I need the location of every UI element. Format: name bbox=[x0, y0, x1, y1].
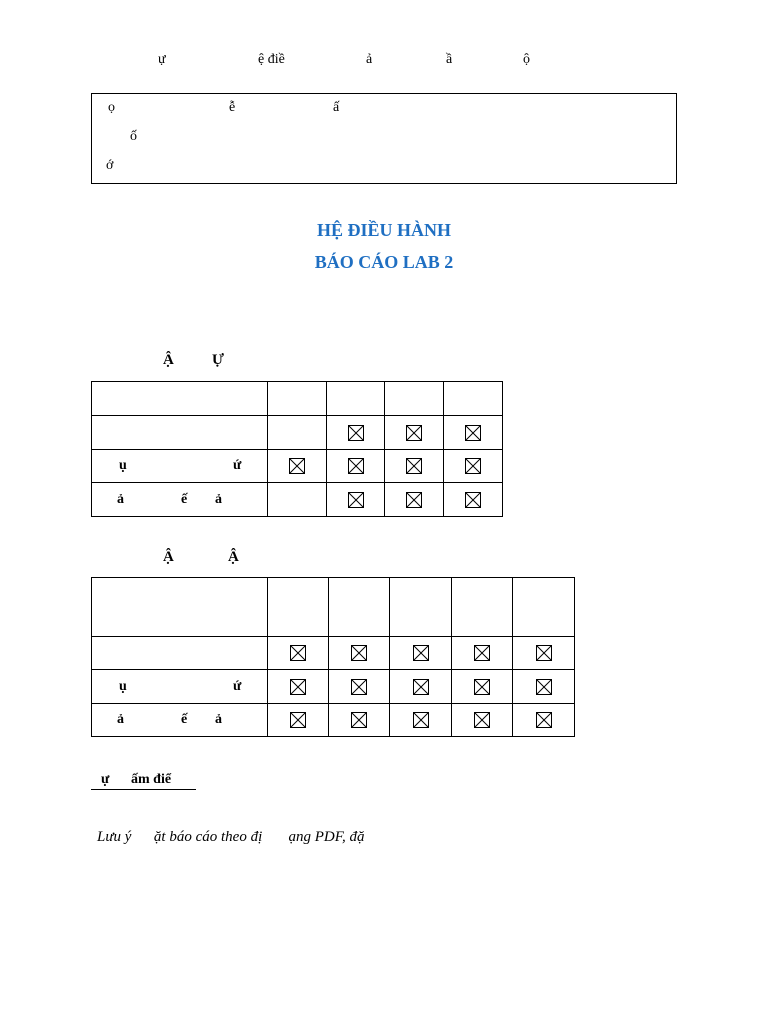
empty-cell[interactable] bbox=[329, 578, 390, 637]
checked-cell[interactable] bbox=[267, 670, 329, 704]
section2-table bbox=[91, 577, 575, 737]
row-label-part: ế bbox=[181, 491, 188, 507]
section2-heading-part-2: Ậ bbox=[228, 549, 239, 565]
grading-heading-part-1: ự bbox=[101, 772, 110, 787]
checked-box-icon[interactable] bbox=[474, 645, 490, 661]
checked-box-icon[interactable] bbox=[465, 458, 481, 474]
empty-cell[interactable] bbox=[327, 382, 385, 416]
row-label-cell bbox=[92, 382, 268, 416]
checked-box-icon[interactable] bbox=[351, 712, 367, 728]
checked-box-icon[interactable] bbox=[536, 645, 552, 661]
checked-cell[interactable] bbox=[513, 704, 575, 737]
empty-cell[interactable] bbox=[268, 416, 327, 450]
report-title-lab: BÁO CÁO LAB 2 bbox=[314, 252, 454, 272]
row-label-part: ả bbox=[215, 491, 222, 507]
row-label-part: ụ bbox=[119, 458, 127, 473]
table-row bbox=[92, 670, 575, 704]
row-label-cell bbox=[92, 704, 268, 737]
info-line-3: ớ bbox=[106, 158, 114, 173]
info-line-1-part-2: ễ bbox=[229, 100, 236, 115]
checked-box-icon[interactable] bbox=[406, 458, 422, 474]
row-label-cell bbox=[92, 483, 268, 517]
row-label-part: ụ bbox=[119, 678, 127, 694]
checked-box-icon[interactable] bbox=[413, 645, 429, 661]
row-label-cell bbox=[92, 670, 268, 704]
checked-box-icon[interactable] bbox=[536, 679, 552, 695]
checked-cell[interactable] bbox=[452, 704, 513, 737]
checked-cell[interactable] bbox=[329, 704, 390, 737]
row-label-cell bbox=[92, 637, 268, 670]
checked-box-icon[interactable] bbox=[536, 712, 552, 728]
checked-cell[interactable] bbox=[452, 670, 513, 704]
table-row bbox=[92, 578, 575, 637]
row-label-part: ứ bbox=[233, 678, 242, 694]
checked-cell[interactable] bbox=[327, 450, 385, 483]
row-label-part: ả bbox=[215, 712, 222, 727]
grading-heading-part-2: ấm điể bbox=[131, 772, 172, 787]
empty-cell[interactable] bbox=[452, 578, 513, 637]
checked-cell[interactable] bbox=[444, 483, 503, 517]
report-title-course: HỆ ĐIỀU HÀNH bbox=[316, 220, 451, 240]
empty-cell[interactable] bbox=[267, 578, 329, 637]
header-fragment-3: ả bbox=[366, 52, 373, 67]
checked-cell[interactable] bbox=[385, 416, 444, 450]
header-fragment-1: ự bbox=[158, 52, 166, 67]
section1-heading-part-1: Ậ bbox=[163, 352, 174, 368]
checked-cell[interactable] bbox=[385, 450, 444, 483]
section1-table bbox=[91, 381, 503, 517]
info-line-1-part-3: ấ bbox=[333, 100, 340, 115]
checked-cell[interactable] bbox=[329, 670, 390, 704]
table-row bbox=[92, 416, 503, 450]
row-label-cell bbox=[92, 450, 268, 483]
checked-cell[interactable] bbox=[444, 416, 503, 450]
header-fragment-4: ầ bbox=[446, 52, 453, 67]
header-fragment-2: ệ điề bbox=[258, 52, 285, 67]
header-fragment-5: ộ bbox=[523, 52, 530, 67]
checked-cell[interactable] bbox=[513, 637, 575, 670]
checked-box-icon[interactable] bbox=[289, 458, 305, 474]
table-row bbox=[92, 450, 503, 483]
checked-box-icon[interactable] bbox=[290, 645, 306, 661]
checked-box-icon[interactable] bbox=[465, 425, 481, 441]
checked-box-icon[interactable] bbox=[290, 712, 306, 728]
checked-cell[interactable] bbox=[327, 483, 385, 517]
empty-cell[interactable] bbox=[444, 382, 503, 416]
checked-cell[interactable] bbox=[452, 637, 513, 670]
checked-cell[interactable] bbox=[267, 704, 329, 737]
checked-box-icon[interactable] bbox=[413, 679, 429, 695]
row-label-cell bbox=[92, 578, 268, 637]
checked-cell[interactable] bbox=[444, 450, 503, 483]
empty-cell[interactable] bbox=[268, 382, 327, 416]
empty-cell[interactable] bbox=[385, 382, 444, 416]
checked-box-icon[interactable] bbox=[406, 425, 422, 441]
checked-box-icon[interactable] bbox=[465, 492, 481, 508]
checked-cell[interactable] bbox=[329, 637, 390, 670]
row-label-part: ả bbox=[117, 491, 124, 507]
student-info-box bbox=[91, 93, 677, 184]
checked-cell[interactable] bbox=[513, 670, 575, 704]
info-line-2: ố bbox=[130, 129, 137, 144]
checked-box-icon[interactable] bbox=[474, 712, 490, 728]
checked-box-icon[interactable] bbox=[406, 492, 422, 508]
checked-cell[interactable] bbox=[390, 637, 452, 670]
checked-cell[interactable] bbox=[268, 450, 327, 483]
table-row bbox=[92, 704, 575, 737]
row-label-part: ứ bbox=[233, 458, 242, 473]
checked-box-icon[interactable] bbox=[348, 425, 364, 441]
table-row bbox=[92, 483, 503, 517]
table-row bbox=[92, 637, 575, 670]
table-row bbox=[92, 382, 503, 416]
checked-cell[interactable] bbox=[390, 704, 452, 737]
empty-cell[interactable] bbox=[268, 483, 327, 517]
checked-box-icon[interactable] bbox=[290, 679, 306, 695]
row-label-part: ả bbox=[117, 712, 124, 727]
checked-cell[interactable] bbox=[385, 483, 444, 517]
empty-cell[interactable] bbox=[513, 578, 575, 637]
checked-box-icon[interactable] bbox=[351, 679, 367, 695]
grading-heading bbox=[91, 772, 196, 790]
empty-cell[interactable] bbox=[390, 578, 452, 637]
row-label-part: ế bbox=[181, 712, 188, 727]
row-label-cell bbox=[92, 416, 268, 450]
checked-box-icon[interactable] bbox=[348, 458, 364, 474]
checked-cell[interactable] bbox=[327, 416, 385, 450]
section2-heading-part-1: Ậ bbox=[163, 549, 174, 565]
checked-box-icon[interactable] bbox=[413, 712, 429, 728]
checked-box-icon[interactable] bbox=[351, 645, 367, 661]
checked-cell[interactable] bbox=[267, 637, 329, 670]
submission-note: Lưu ý ặt báo cáo theo đị ạng PDF, đặ bbox=[97, 829, 365, 845]
section1-heading-part-2: Ự bbox=[212, 352, 224, 368]
checked-box-icon[interactable] bbox=[348, 492, 364, 508]
info-line-1-part-1: ọ bbox=[108, 100, 115, 115]
checked-cell[interactable] bbox=[390, 670, 452, 704]
checked-box-icon[interactable] bbox=[474, 679, 490, 695]
